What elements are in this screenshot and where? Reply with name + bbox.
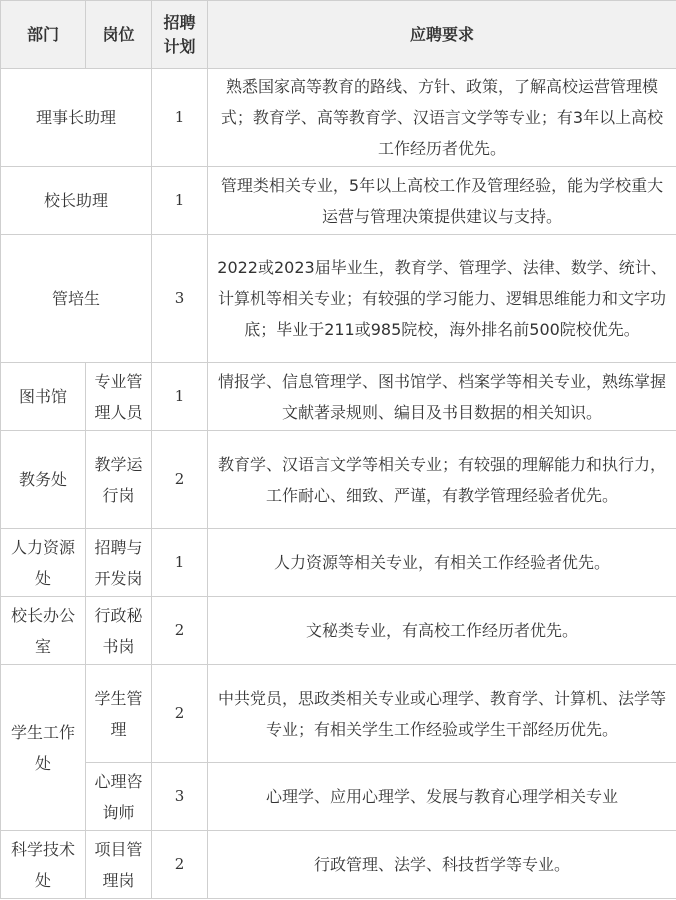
- requirements-cell: 2022或2023届毕业生，教育学、管理学、法律、数学、统计、计算机等相关专业；有较强的学习能力、逻辑思维能力和文字功底；毕业于211或985院校，海外排名前500院校优先。: [208, 235, 676, 363]
- dept-cell: 图书馆: [1, 363, 86, 431]
- dept-cell: 教务处: [1, 431, 86, 529]
- position-cell: 招聘与开发岗: [86, 529, 152, 597]
- requirements-cell: 管理类相关专业，5年以上高校工作及管理经验，能为学校重大运营与管理决策提供建议与支持。: [208, 167, 676, 235]
- count-cell: 3: [152, 763, 208, 831]
- table-row: [1, 167, 676, 235]
- header-requirements: 应聘要求: [208, 1, 676, 69]
- table-header-row: [1, 1, 676, 69]
- header-position: 岗位: [86, 1, 152, 69]
- table-row: [1, 69, 676, 167]
- count-cell: 1: [152, 69, 208, 167]
- count-cell: 2: [152, 665, 208, 763]
- dept-cell: 管培生: [1, 235, 152, 363]
- table-row: [1, 529, 676, 597]
- requirements-cell: 行政管理、法学、科技哲学等专业。: [208, 831, 676, 899]
- header-dept: 部门: [1, 1, 86, 69]
- requirements-cell: 熟悉国家高等教育的路线、方针、政策，了解高校运营管理模式；教育学、高等教育学、汉语言文学等专业；有3年以上高校工作经历者优先。: [208, 69, 676, 167]
- position-cell: 学生管理: [86, 665, 152, 763]
- count-cell: 1: [152, 363, 208, 431]
- dept-cell: 人力资源处: [1, 529, 86, 597]
- dept-cell: 校长办公室: [1, 597, 86, 665]
- table-row: [1, 431, 676, 529]
- dept-cell: 理事长助理: [1, 69, 152, 167]
- dept-cell: 校长助理: [1, 167, 152, 235]
- requirements-cell: 情报学、信息管理学、图书馆学、档案学等相关专业，熟练掌握文献著录规则、编目及书目数据的相关知识。: [208, 363, 676, 431]
- requirements-cell: 文秘类专业，有高校工作经历者优先。: [208, 597, 676, 665]
- count-cell: 2: [152, 431, 208, 529]
- table-row: [1, 235, 676, 363]
- table-row: [1, 665, 676, 763]
- requirements-cell: 心理学、应用心理学、发展与教育心理学相关专业: [208, 763, 676, 831]
- count-cell: 2: [152, 597, 208, 665]
- table-row: [1, 763, 676, 831]
- table-row: [1, 363, 676, 431]
- table-row: [1, 597, 676, 665]
- position-cell: 行政秘书岗: [86, 597, 152, 665]
- requirements-cell: 人力资源等相关专业，有相关工作经验者优先。: [208, 529, 676, 597]
- position-cell: 教学运行岗: [86, 431, 152, 529]
- requirements-cell: 中共党员，思政类相关专业或心理学、教育学、计算机、法学等专业；有相关学生工作经验或学生干部经历优先。: [208, 665, 676, 763]
- table-row: [1, 831, 676, 899]
- dept-cell: 科学技术处: [1, 831, 86, 899]
- count-cell: 1: [152, 529, 208, 597]
- dept-cell: 学生工作处: [1, 665, 86, 831]
- position-cell: 心理咨询师: [86, 763, 152, 831]
- requirements-cell: 教育学、汉语言文学等相关专业；有较强的理解能力和执行力，工作耐心、细致、严谨，有教学管理经验者优先。: [208, 431, 676, 529]
- count-cell: 1: [152, 167, 208, 235]
- position-cell: 项目管理岗: [86, 831, 152, 899]
- header-count: 招聘计划: [152, 1, 208, 69]
- position-cell: 专业管理人员: [86, 363, 152, 431]
- count-cell: 2: [152, 831, 208, 899]
- count-cell: 3: [152, 235, 208, 363]
